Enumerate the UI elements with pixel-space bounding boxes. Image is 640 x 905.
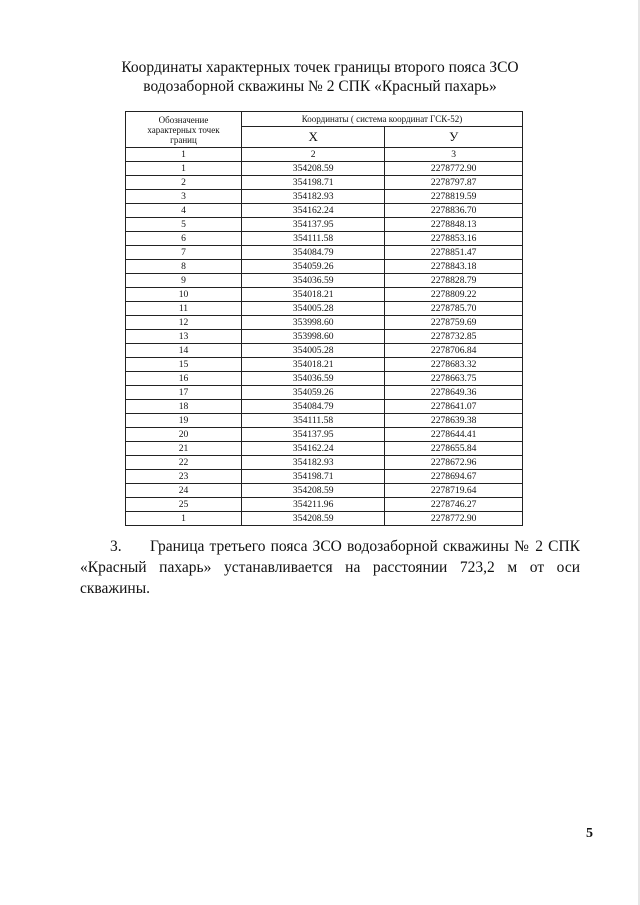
cell-x: 354137.95 xyxy=(241,428,384,442)
cell-x: 354162.24 xyxy=(241,442,384,456)
column-number-row xyxy=(126,148,523,162)
table-row xyxy=(126,512,523,526)
cell-point: 16 xyxy=(126,372,242,386)
cell-y: 2278809.22 xyxy=(385,288,523,302)
paragraph-line-1-text: Граница третьего пояса ЗСО водозаборной скважины № 2 СПК xyxy=(150,538,580,555)
cell-point: 24 xyxy=(126,484,242,498)
header-coordinates: Координаты ( система координат ГСК-52) xyxy=(241,112,522,127)
table-row xyxy=(126,330,523,344)
table-row xyxy=(126,246,523,260)
cell-x: 354111.58 xyxy=(241,232,384,246)
table-row xyxy=(126,372,523,386)
column-number: 3 xyxy=(385,148,523,162)
cell-y: 2278641.07 xyxy=(385,400,523,414)
cell-x: 354059.26 xyxy=(241,386,384,400)
cell-point: 13 xyxy=(126,330,242,344)
cell-x: 354182.93 xyxy=(241,456,384,470)
cell-point: 12 xyxy=(126,316,242,330)
table-row xyxy=(126,498,523,512)
title-line-1: Координаты характерных точек границы второго пояса ЗСО xyxy=(121,59,519,76)
cell-x: 354036.59 xyxy=(241,274,384,288)
cell-point: 8 xyxy=(126,260,242,274)
cell-y: 2278819.59 xyxy=(385,190,523,204)
cell-x: 354111.58 xyxy=(241,414,384,428)
cell-x: 354182.93 xyxy=(241,190,384,204)
cell-y: 2278772.90 xyxy=(385,162,523,176)
cell-x: 354208.59 xyxy=(241,484,384,498)
header-point-line: границ xyxy=(170,134,197,145)
cell-y: 2278683.32 xyxy=(385,358,523,372)
table-row xyxy=(126,386,523,400)
cell-point: 5 xyxy=(126,218,242,232)
cell-y: 2278732.85 xyxy=(385,330,523,344)
table-row xyxy=(126,344,523,358)
table-row xyxy=(126,316,523,330)
cell-y: 2278759.69 xyxy=(385,316,523,330)
cell-point: 19 xyxy=(126,414,242,428)
cell-point: 9 xyxy=(126,274,242,288)
cell-y: 2278719.64 xyxy=(385,484,523,498)
table-row xyxy=(126,288,523,302)
cell-y: 2278772.90 xyxy=(385,512,523,526)
table-row xyxy=(126,176,523,190)
paragraph-3 xyxy=(80,536,580,599)
table-body xyxy=(126,162,523,526)
cell-point: 11 xyxy=(126,302,242,316)
paragraph-number: 3. xyxy=(110,538,122,555)
cell-point: 1 xyxy=(126,162,242,176)
cell-point: 1 xyxy=(126,512,242,526)
cell-x: 354018.21 xyxy=(241,288,384,302)
cell-x: 354018.21 xyxy=(241,358,384,372)
paragraph-line-2: «Красный пахарь» устанавливается на расстоянии 723,2 м от оси скважины. xyxy=(80,559,580,597)
table-row xyxy=(126,162,523,176)
paragraph-line-1 xyxy=(80,536,580,557)
cell-y: 2278644.41 xyxy=(385,428,523,442)
cell-x: 354084.79 xyxy=(241,400,384,414)
cell-y: 2278655.84 xyxy=(385,442,523,456)
cell-point: 25 xyxy=(126,498,242,512)
cell-y: 2278828.79 xyxy=(385,274,523,288)
cell-y: 2278843.18 xyxy=(385,260,523,274)
document-title xyxy=(0,58,640,96)
cell-x: 354198.71 xyxy=(241,470,384,484)
cell-point: 3 xyxy=(126,190,242,204)
cell-y: 2278836.70 xyxy=(385,204,523,218)
cell-point: 2 xyxy=(126,176,242,190)
cell-point: 21 xyxy=(126,442,242,456)
cell-x: 354005.28 xyxy=(241,302,384,316)
cell-y: 2278848.13 xyxy=(385,218,523,232)
table-row xyxy=(126,484,523,498)
cell-y: 2278649.36 xyxy=(385,386,523,400)
cell-x: 354005.28 xyxy=(241,344,384,358)
header-y: У xyxy=(385,127,523,148)
cell-point: 10 xyxy=(126,288,242,302)
header-point-line: характерных точек xyxy=(147,124,220,135)
cell-y: 2278663.75 xyxy=(385,372,523,386)
cell-x: 353998.60 xyxy=(241,330,384,344)
cell-point: 23 xyxy=(126,470,242,484)
table-row xyxy=(126,190,523,204)
header-point-designation xyxy=(126,112,242,148)
cell-point: 22 xyxy=(126,456,242,470)
cell-x: 354198.71 xyxy=(241,176,384,190)
cell-x: 354208.59 xyxy=(241,162,384,176)
column-number: 2 xyxy=(241,148,384,162)
cell-y: 2278785.70 xyxy=(385,302,523,316)
table-row xyxy=(126,204,523,218)
cell-y: 2278746.27 xyxy=(385,498,523,512)
cell-y: 2278797.87 xyxy=(385,176,523,190)
table-row xyxy=(126,358,523,372)
page-number: 5 xyxy=(586,826,593,841)
cell-x: 354211.96 xyxy=(241,498,384,512)
table-header-row xyxy=(126,112,523,127)
table-row xyxy=(126,232,523,246)
cell-point: 6 xyxy=(126,232,242,246)
column-number: 1 xyxy=(126,148,242,162)
cell-x: 354059.26 xyxy=(241,260,384,274)
table-row xyxy=(126,400,523,414)
coordinates-table xyxy=(125,111,523,526)
table-row xyxy=(126,428,523,442)
title-line-2: водозаборной скважины № 2 СПК «Красный пахарь» xyxy=(143,78,497,95)
cell-x: 353998.60 xyxy=(241,316,384,330)
cell-y: 2278851.47 xyxy=(385,246,523,260)
cell-y: 2278853.16 xyxy=(385,232,523,246)
cell-x: 354208.59 xyxy=(241,512,384,526)
cell-y: 2278639.38 xyxy=(385,414,523,428)
table-row xyxy=(126,260,523,274)
cell-y: 2278672.96 xyxy=(385,456,523,470)
table-row xyxy=(126,274,523,288)
table-row xyxy=(126,442,523,456)
cell-x: 354162.24 xyxy=(241,204,384,218)
cell-point: 17 xyxy=(126,386,242,400)
cell-point: 15 xyxy=(126,358,242,372)
cell-point: 14 xyxy=(126,344,242,358)
cell-point: 4 xyxy=(126,204,242,218)
cell-x: 354036.59 xyxy=(241,372,384,386)
cell-point: 20 xyxy=(126,428,242,442)
cell-y: 2278694.67 xyxy=(385,470,523,484)
cell-y: 2278706.84 xyxy=(385,344,523,358)
table-row xyxy=(126,456,523,470)
cell-point: 7 xyxy=(126,246,242,260)
table-row xyxy=(126,414,523,428)
header-point-line: Обозначение xyxy=(158,114,209,125)
cell-x: 354084.79 xyxy=(241,246,384,260)
cell-point: 18 xyxy=(126,400,242,414)
table-row xyxy=(126,302,523,316)
cell-x: 354137.95 xyxy=(241,218,384,232)
table-row xyxy=(126,470,523,484)
header-x: X xyxy=(241,127,384,148)
table-row xyxy=(126,218,523,232)
